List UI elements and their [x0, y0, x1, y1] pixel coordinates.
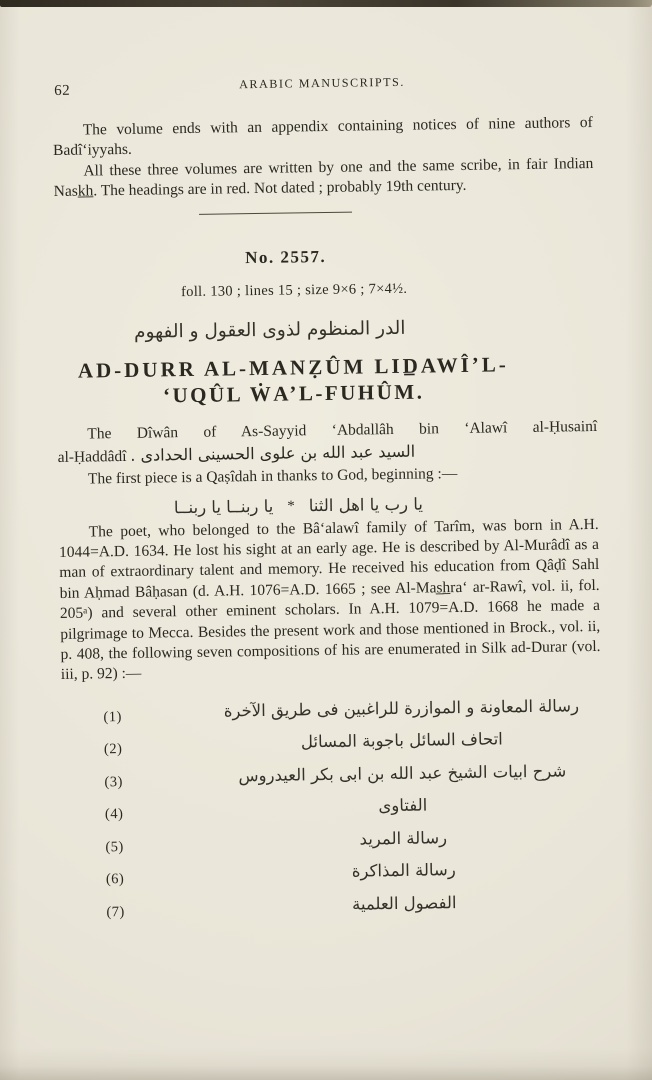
work-arabic-title: الفتاوى: [378, 795, 428, 816]
work-arabic-title: اتحاف السائل باجوبة المسائل: [300, 729, 503, 752]
work-number: (1): [103, 708, 123, 726]
diwan-line3: The first piece is a Qaṣîdah in thanks to God, beginning :—: [87, 464, 458, 488]
work-arabic-title: شرح ابيات الشيخ عبد الله بن ابى بكر العيدروس: [238, 761, 567, 786]
page-header: [52, 72, 592, 100]
section-divider-rule: [199, 211, 352, 214]
diwan-line1: The Dîwân of As-Sayyid ‘Abdallâh bin ‘Alawî al-Ḥusainî: [87, 417, 598, 443]
work-number: (3): [104, 773, 123, 791]
page-content: [52, 72, 605, 928]
intro-paragraph-2: All these three volumes are written by one and the same scribe, in fair Indian Nask̲h̲. The headings are in red. Not dated ; probably 19th century.: [53, 154, 594, 201]
works-list: [61, 693, 604, 928]
work-number: (2): [103, 741, 123, 758]
collation-line: foll. 130 ; lines 15 ; size 9×6 ; 7×4½.: [180, 280, 408, 300]
entry-number-heading: No. 2557.: [245, 246, 327, 267]
diwan-name-latin: al-Ḥaddâdî: [57, 447, 127, 466]
work-arabic-title: رسالة المريد: [359, 828, 448, 849]
work-arabic-title: رسالة المعاونة و الموازرة للراغبين فى طريق الآخرة: [223, 696, 580, 721]
work-number: (4): [104, 806, 124, 823]
work-arabic-title: رسالة المذاكرة: [351, 860, 456, 882]
work-number: (5): [105, 838, 124, 856]
scan-bottom-shade: [0, 1066, 652, 1080]
verse-hemistich-left: يا ربنــا يا ربنــا: [173, 496, 274, 517]
intro-paragraph-1: The volume ends with an appendix containing notices of nine authors of Badî‘iyyahs.: [52, 113, 593, 160]
entry-title-line1: AD-DURR AL-MANẒÛM LID̲AWÎ’L-: [77, 351, 509, 383]
diwan-paragraph: [57, 417, 598, 490]
work-number: (6): [105, 871, 125, 888]
arabic-title-line: الدر المنظوم لذوى العقول و الفهوم: [133, 317, 406, 343]
entry-title-line2: ‘UQÛL ẆA’L-FUHÛM.: [162, 379, 425, 408]
diwan-name-arabic: السيد عبد الله بن علوى الحسينى الحدادى .: [130, 441, 416, 465]
scan-top-edge: [0, 0, 652, 7]
intro-section: [53, 113, 594, 203]
entry-title: [56, 350, 597, 410]
verse-hemistich-right: يا رب يا اهل الثنا: [308, 494, 424, 515]
biography-paragraph: The poet, who belonged to the Bâ‘alawî family of Tarîm, was born in A.H. 1044=A.D. 1634. He lost his sight at an early age. He is described by Al-Murâdî as a man of extraordinary talent and memory. He received his education from Qâḍî Sahl bin Aḥmad Bâḥasan (d. A.H. 1076=A.D. 1665 ; see Al-Mas̲h̲ra‘ ar-Rawî, vol. ii, fol. 205ᵃ) and several other eminent scholars. In A.H. 1079=A.D. 1668 he made a pilgrimage to Mecca. Besides the present work and those mentioned in Brock., vol. ii, p. 408, the following seven compositions of his are enumerated in Silk ad-Durar (vol. iii, p. 92) :—: [58, 515, 601, 684]
verse-separator-star: *: [287, 498, 295, 515]
work-row: [64, 888, 604, 929]
running-head: ARABIC MANUSCRIPTS.: [239, 74, 406, 92]
work-number: (7): [106, 903, 125, 921]
work-arabic-title: الفصول العلمية: [351, 892, 457, 914]
page-number: 62: [54, 82, 71, 99]
